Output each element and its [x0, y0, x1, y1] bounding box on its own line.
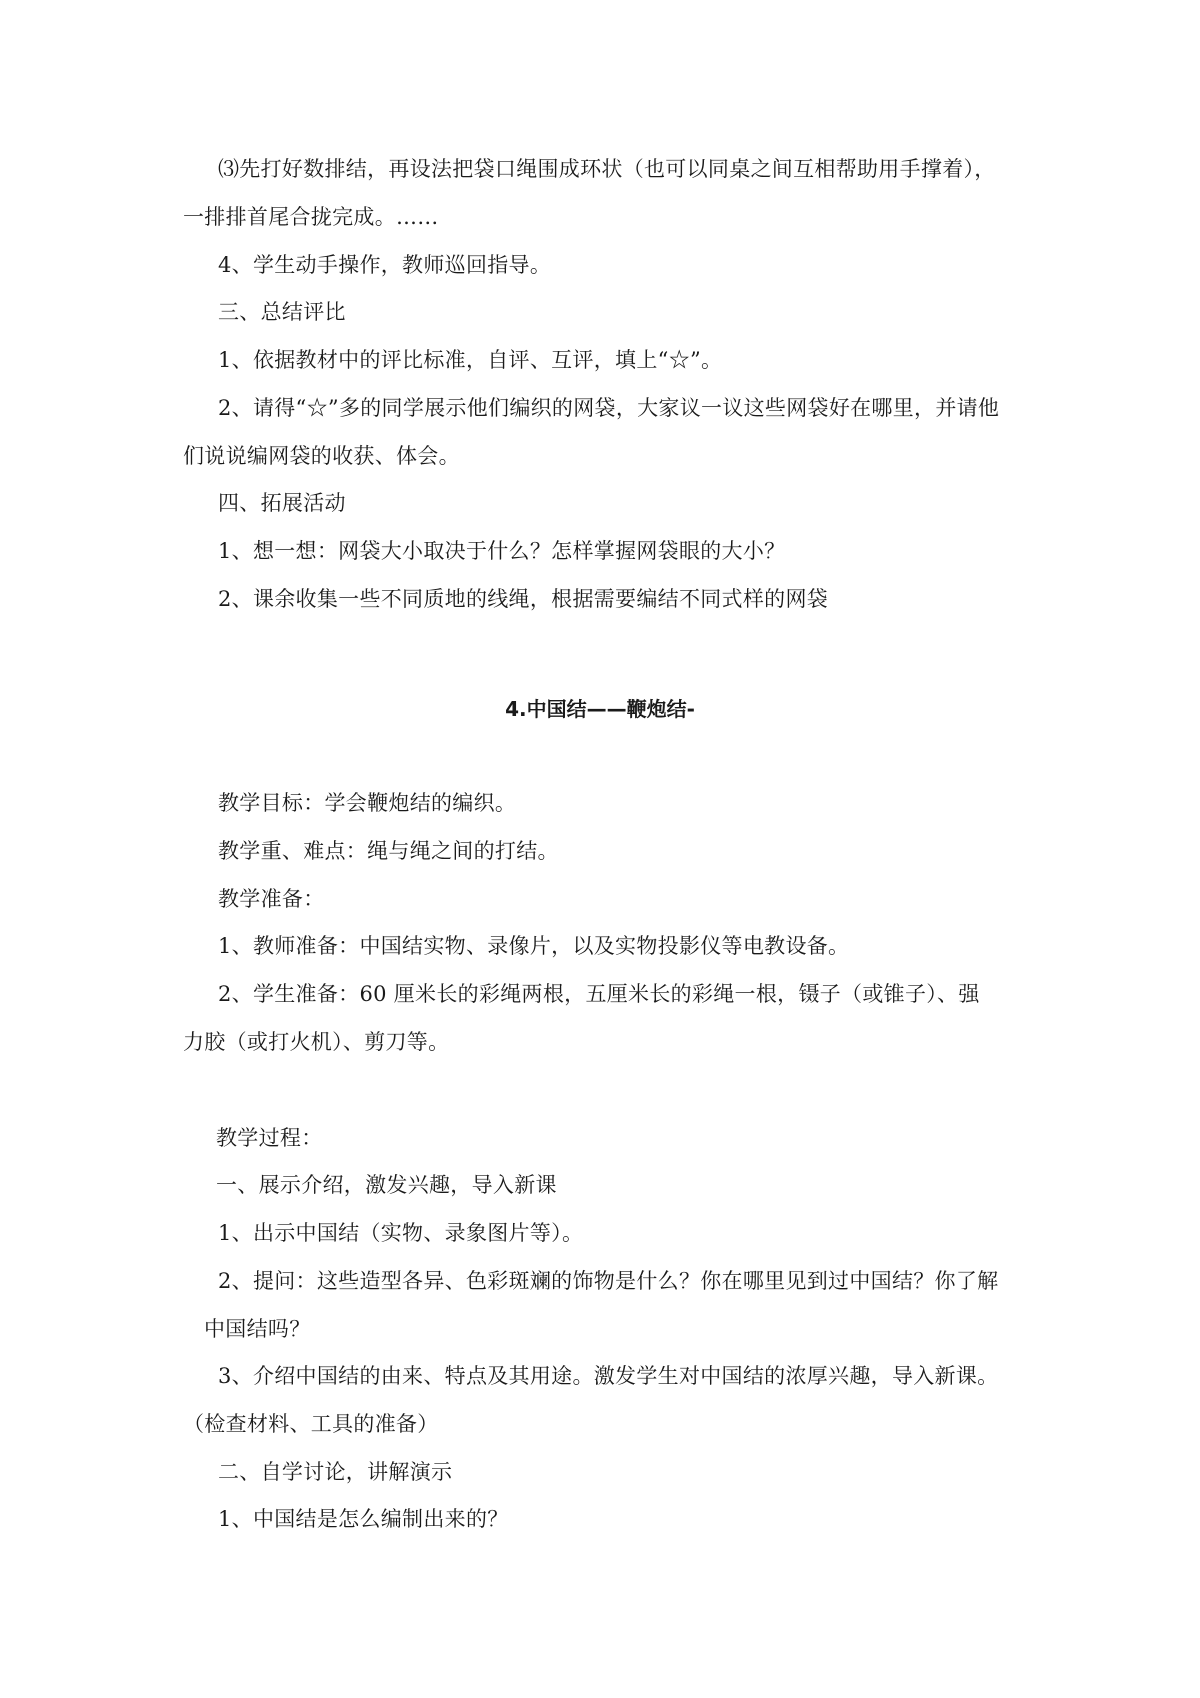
section-heading: 三、总结评比 [218, 300, 346, 324]
paragraph-line: 1、中国结是怎么编制出来的？ [218, 1507, 509, 1531]
paragraph-line: 教学目标：学会鞭炮结的编织。 [218, 791, 517, 815]
paragraph-line: 中国结吗？ [204, 1317, 311, 1341]
paragraph-line: 一排排首尾合拢完成。…… [183, 205, 439, 229]
paragraph-line: 2、提问：这些造型各异、色彩斑斓的饰物是什么？你在哪里见到过中国结？你了解 [218, 1269, 999, 1293]
paragraph-line: 1、想一想：网袋大小取决于什么？怎样掌握网袋眼的大小？ [218, 539, 786, 563]
section-heading: 四、拓展活动 [218, 491, 346, 515]
paragraph-line: ⑶先打好数排结，再设法把袋口绳围成环状（也可以同桌之间互相帮助用手撑着）， [218, 157, 996, 181]
section-heading: 一、展示介绍，激发兴趣，导入新课 [216, 1173, 557, 1197]
section-heading: 二、自学讨论，讲解演示 [218, 1460, 453, 1484]
paragraph-line: 教学准备： [218, 887, 325, 911]
paragraph-line: 1、依据教材中的评比标准，自评、互评，填上“☆”。 [218, 348, 723, 372]
paragraph-line: 3、介绍中国结的由来、特点及其用途。激发学生对中国结的浓厚兴趣，导入新课。 [218, 1364, 999, 1388]
paragraph-line: 力胶（或打火机）、剪刀等。 [183, 1030, 450, 1054]
paragraph-line: 们说说编网袋的收获、体会。 [183, 444, 460, 468]
section-heading: 教学过程： [216, 1126, 323, 1150]
paragraph-line: 2、学生准备：60 厘米长的彩绳两根，五厘米长的彩绳一根，镊子（或锥子）、强 [218, 982, 980, 1006]
paragraph-line: （检查材料、工具的准备） [183, 1412, 439, 1436]
paragraph-line: 1、出示中国结（实物、录象图片等）。 [218, 1221, 584, 1245]
paragraph-line: 2、课余收集一些不同质地的线绳，根据需要编结不同式样的网袋 [218, 587, 829, 611]
paragraph-line: 4、学生动手操作，教师巡回指导。 [218, 253, 552, 277]
paragraph-line: 教学重、难点：绳与绳之间的打结。 [218, 839, 559, 863]
paragraph-line: 1、教师准备：中国结实物、录像片，以及实物投影仪等电教设备。 [218, 934, 850, 958]
section-title: 4.中国结——鞭炮结- [505, 697, 695, 721]
paragraph-line: 2、请得“☆”多的同学展示他们编织的网袋，大家议一议这些网袋好在哪里，并请他 [218, 396, 1000, 420]
